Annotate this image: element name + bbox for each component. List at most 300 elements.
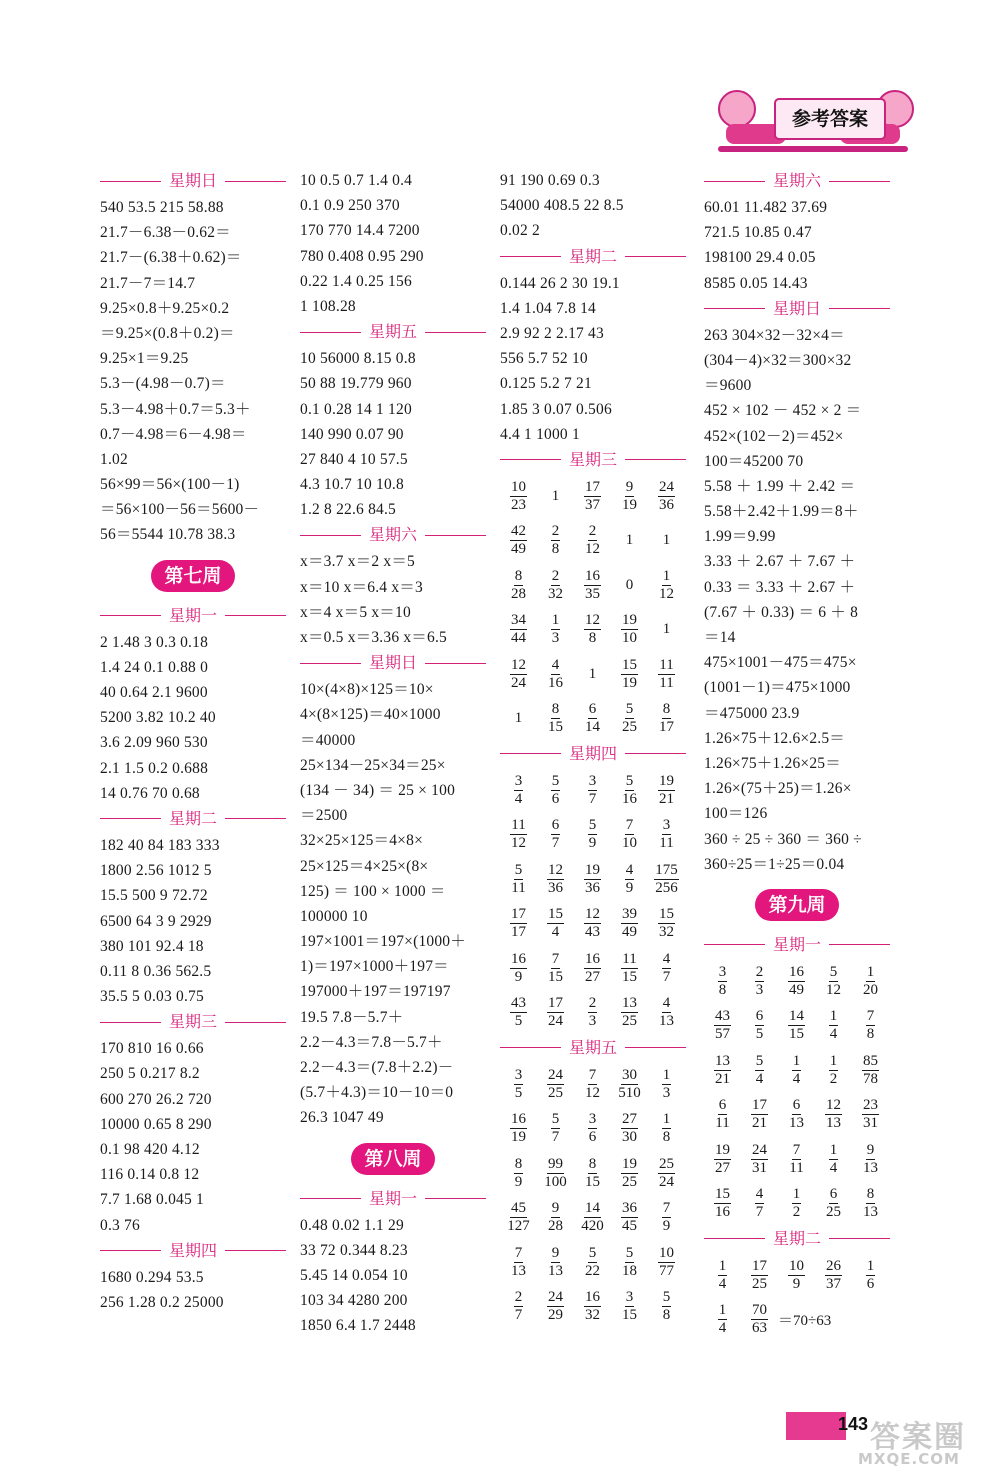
fraction — [574, 817, 611, 852]
fraction-numerator: 5 — [588, 1244, 597, 1261]
answer-line: 452×(102－2)＝452× — [704, 427, 844, 445]
fraction — [611, 951, 648, 986]
fraction-numerator: 12 — [511, 656, 526, 673]
fraction-numerator: 1 — [866, 1257, 875, 1274]
answer-line: 103 34 4280 200 — [300, 1292, 408, 1310]
fraction-denominator: 25 — [826, 1204, 841, 1221]
fraction — [537, 1245, 574, 1280]
fraction-numerator: 8 — [551, 701, 560, 718]
fraction-numerator: 4 — [662, 995, 671, 1012]
fraction-denominator: 28 — [511, 585, 526, 602]
fraction-denominator: 15 — [585, 1173, 600, 1190]
whole-number: 1 — [514, 710, 523, 727]
fraction-denominator: 100 — [544, 1173, 567, 1190]
answer-line: 2.2－4.3＝(7.8＋2.2)－ — [300, 1059, 454, 1076]
fraction — [704, 1258, 741, 1293]
fraction-denominator: 6 — [866, 1275, 875, 1292]
fraction-row — [500, 857, 686, 902]
fraction — [500, 612, 537, 647]
fraction-denominator: 16 — [715, 1204, 730, 1221]
fraction — [611, 1200, 648, 1235]
fraction — [648, 862, 685, 897]
fraction-numerator: 5 — [662, 1289, 671, 1306]
answer-line: 4×(8×125)＝40×1000 — [300, 706, 441, 724]
fraction-denominator: 9 — [514, 968, 523, 985]
fraction-row — [500, 652, 686, 697]
answer-line: 780 0.408 0.95 290 — [300, 247, 424, 265]
answer-line: 40 0.64 2.1 9600 — [100, 684, 208, 701]
fraction — [611, 1067, 648, 1102]
fraction — [500, 1111, 537, 1146]
fraction-denominator: 22 — [585, 1262, 600, 1279]
fraction-denominator: 9 — [625, 879, 634, 896]
answer-line: 3.33 ＋ 2.67 ＋ 7.67 ＋ — [704, 553, 856, 571]
fraction — [537, 1289, 574, 1324]
fraction-row — [500, 1240, 686, 1285]
fraction-denominator: 5 — [514, 1084, 523, 1101]
fraction-numerator: 5 — [625, 1244, 634, 1261]
fraction-numerator: 5 — [551, 1111, 560, 1128]
fraction-denominator: 13 — [863, 1204, 878, 1221]
fraction — [574, 1067, 611, 1102]
fraction-numerator: 3 — [718, 963, 727, 980]
fraction-row — [500, 563, 686, 608]
answer-line: 1)＝197×1000＋197＝ — [300, 958, 449, 976]
answer-line: 2.1 1.5 0.2 0.688 — [100, 759, 209, 777]
fraction-denominator: 13 — [659, 1013, 674, 1030]
whole-number: 1 — [662, 621, 671, 638]
fraction-denominator: 30 — [622, 1129, 637, 1146]
answer-column-2 — [300, 168, 486, 1339]
fraction — [500, 951, 537, 986]
fraction-numerator: 175 — [655, 861, 678, 878]
answer-line: 56×99＝56×(100－1) — [100, 476, 240, 494]
fraction-row — [500, 518, 686, 563]
whole-number: 1 — [551, 487, 560, 504]
fraction-denominator: 25 — [622, 719, 637, 736]
fraction — [500, 906, 537, 941]
fraction — [500, 995, 537, 1030]
fraction — [574, 862, 611, 897]
fraction-numerator: 14 — [789, 1008, 804, 1025]
answer-line: x＝4 x＝5 x＝10 — [300, 603, 411, 621]
fraction-row — [500, 901, 686, 946]
answer-line: 556 5.7 52 10 — [500, 350, 588, 368]
fraction-numerator: 7 — [551, 950, 560, 967]
fraction-numerator: 12 — [826, 1097, 841, 1114]
fraction-numerator: 1 — [866, 963, 875, 980]
fraction-denominator: 28 — [548, 1218, 563, 1235]
answer-line: 0.1 0.28 14 1 120 — [300, 400, 412, 418]
answer-line: 1800 2.56 1012 5 — [100, 862, 212, 880]
fraction-denominator: 11 — [659, 835, 674, 852]
fraction-numerator: 5 — [588, 817, 597, 834]
fraction — [815, 1142, 852, 1177]
fraction-numerator: 2 — [551, 523, 560, 540]
fraction — [704, 1142, 741, 1177]
answer-line: 27 840 4 10 57.5 — [300, 450, 408, 468]
fraction-numerator: 2 — [755, 963, 764, 980]
fraction-numerator: 6 — [588, 701, 597, 718]
fraction — [574, 1289, 611, 1324]
fraction-denominator: 3 — [551, 630, 560, 647]
answer-line: (134 － 34) ＝ 25 × 100 — [300, 781, 456, 799]
answer-line: 1680 0.294 53.5 — [100, 1268, 204, 1286]
fraction — [648, 1200, 685, 1235]
answer-line: ＝9.25×(0.8＋0.2)＝ — [100, 324, 235, 342]
fraction — [648, 951, 685, 986]
fraction-denominator: 9 — [662, 1218, 671, 1235]
fraction-numerator: 2 — [588, 523, 597, 540]
fraction-denominator: 7 — [588, 790, 597, 807]
fraction-row — [704, 959, 890, 1004]
fraction-numerator: 6 — [551, 817, 560, 834]
answer-line: 1.26×75＋1.26×25＝ — [704, 754, 841, 772]
fraction — [500, 657, 537, 692]
fraction-denominator: 7 — [551, 1129, 560, 1146]
fraction — [500, 1156, 537, 1191]
fraction-numerator: 3 — [662, 817, 671, 834]
answer-line: 5.45 14 0.054 10 — [300, 1266, 408, 1284]
page-number: 143 — [838, 1414, 869, 1434]
answer-line: 26.3 1047 49 — [300, 1109, 384, 1127]
week-badge: 第七周 — [151, 560, 235, 592]
fraction-numerator: 4 — [755, 1186, 764, 1203]
answer-line: 360÷25＝1÷25＝0.04 — [704, 855, 845, 873]
fraction-denominator: 45 — [622, 1218, 637, 1235]
day-heading: 星期一 — [300, 1189, 486, 1209]
fraction-denominator: 21 — [715, 1070, 730, 1087]
fraction-numerator: 12 — [585, 612, 600, 629]
fraction — [537, 1200, 574, 1235]
fraction-denominator: 36 — [585, 879, 600, 896]
fraction-numerator: 5 — [829, 963, 838, 980]
fraction-numerator: 5 — [514, 861, 523, 878]
fraction — [611, 1156, 648, 1191]
watermark-logo: 答案圈 — [870, 1420, 966, 1455]
answer-line: 10×(4×8)×125＝10× — [300, 681, 434, 699]
answer-line: 4.4 1 1000 1 — [500, 425, 580, 443]
fraction — [815, 1258, 852, 1293]
fraction — [537, 1156, 574, 1191]
fraction — [537, 995, 574, 1030]
fraction — [500, 568, 537, 603]
page-title: 参考答案 — [774, 98, 886, 140]
fraction-numerator: 15 — [622, 656, 637, 673]
answer-line: 1.2 8 22.6 84.5 — [300, 501, 396, 519]
fraction — [741, 964, 778, 999]
fraction-row — [500, 768, 686, 813]
day-heading: 星期三 — [100, 1012, 286, 1032]
answer-line: 170 810 16 0.66 — [100, 1040, 204, 1058]
answer-line: 721.5 10.85 0.47 — [704, 224, 812, 242]
fraction — [574, 1200, 611, 1235]
fraction-numerator: 19 — [715, 1141, 730, 1158]
fraction-numerator: 8 — [514, 567, 523, 584]
fraction-numerator: 9 — [625, 478, 634, 495]
fraction-denominator: 127 — [507, 1218, 530, 1235]
fraction — [537, 906, 574, 941]
fraction-denominator: 15 — [622, 968, 637, 985]
answer-line: 0.125 5.2 7 21 — [500, 375, 592, 393]
fraction-denominator: 4 — [514, 790, 523, 807]
fraction-numerator: 16 — [585, 1289, 600, 1306]
fraction — [648, 657, 685, 692]
fraction — [852, 1053, 889, 1088]
fraction-denominator: 2 — [829, 1070, 838, 1087]
answer-line: 170 770 14.4 7200 — [300, 222, 420, 240]
fraction-denominator: 4 — [755, 1070, 764, 1087]
fraction-denominator: 24 — [511, 674, 526, 691]
whole-number: 1 — [662, 532, 671, 549]
fraction-numerator: 1 — [829, 1008, 838, 1025]
fraction — [778, 1097, 815, 1132]
fraction-denominator: 63 — [752, 1320, 767, 1337]
answer-line: 1.4 24 0.1 0.88 0 — [100, 658, 209, 676]
fraction — [704, 1302, 741, 1337]
fraction — [611, 862, 648, 897]
fraction-denominator: 7 — [551, 835, 560, 852]
fraction-numerator: 3 — [625, 1289, 634, 1306]
fraction-denominator: 9 — [588, 835, 597, 852]
fraction-numerator: 16 — [585, 950, 600, 967]
answer-line: 33 72 0.344 8.23 — [300, 1241, 408, 1259]
fraction — [611, 1289, 648, 1324]
day-heading: 星期五 — [300, 322, 486, 342]
day-heading: 星期日 — [100, 171, 286, 191]
fraction-numerator: 85 — [863, 1052, 878, 1069]
fraction-denominator: 15 — [789, 1026, 804, 1043]
fraction — [648, 701, 685, 736]
fraction — [852, 964, 889, 999]
fraction-numerator: 17 — [585, 478, 600, 495]
fraction — [778, 1186, 815, 1221]
answer-line: 60.01 11.482 37.69 — [704, 199, 828, 216]
fraction-numerator: 24 — [659, 478, 674, 495]
fraction-denominator: 4 — [829, 1159, 838, 1176]
day-heading: 星期二 — [704, 1229, 890, 1249]
fraction — [500, 1067, 537, 1102]
fraction-denominator: 21 — [752, 1115, 767, 1132]
answer-line: 21.7－6.38－0.62＝ — [100, 224, 231, 242]
fraction-numerator: 5 — [755, 1052, 764, 1069]
fraction — [704, 1186, 741, 1221]
answer-line: 1850 6.4 1.7 2448 — [300, 1317, 416, 1335]
answer-line: ＝2500 — [300, 807, 348, 825]
fraction-numerator: 1 — [829, 1052, 838, 1069]
fraction-numerator: 39 — [622, 906, 637, 923]
answer-line: 3.6 2.09 960 530 — [100, 734, 208, 752]
answer-line: 256 1.28 0.2 25000 — [100, 1293, 224, 1311]
week-badge: 第八周 — [351, 1143, 435, 1175]
fraction-numerator: 8 — [866, 1186, 875, 1203]
fraction — [741, 1053, 778, 1088]
fraction-denominator: 32 — [659, 924, 674, 941]
fraction-row — [704, 1181, 890, 1226]
fraction — [648, 568, 685, 603]
fraction — [500, 1289, 537, 1324]
fraction-denominator: 15 — [548, 719, 563, 736]
fraction — [574, 906, 611, 941]
fraction — [500, 1200, 537, 1235]
fraction-denominator: 12 — [826, 981, 841, 998]
answer-line: 15.5 500 9 72.72 — [100, 887, 208, 905]
fraction — [778, 964, 815, 999]
fraction-denominator: 11 — [511, 879, 526, 896]
fraction-numerator: 27 — [622, 1111, 637, 1128]
fraction-row — [500, 1151, 686, 1196]
fraction-numerator: 16 — [511, 1111, 526, 1128]
fraction-denominator: 14 — [585, 719, 600, 736]
fraction-denominator: 9 — [792, 1275, 801, 1292]
fraction-numerator: 5 — [625, 701, 634, 718]
fraction — [815, 1186, 852, 1221]
fraction-denominator: 49 — [789, 981, 804, 998]
answer-line: 25×125＝4×25×(8× — [300, 857, 429, 875]
fraction-numerator: 19 — [622, 1155, 637, 1172]
answer-line: 250 5 0.217 8.2 — [100, 1065, 200, 1083]
fraction-numerator: 13 — [622, 995, 637, 1012]
fraction — [611, 906, 648, 941]
watermark-url: MXQE.COM — [858, 1450, 960, 1468]
fraction — [537, 523, 574, 558]
fraction-denominator: 11 — [715, 1115, 730, 1132]
answer-line: ＝9600 — [704, 377, 752, 395]
fraction-denominator: 17 — [511, 924, 526, 941]
answer-line: x＝3.7 x＝2 x＝5 — [300, 553, 415, 571]
fraction-numerator: 45 — [511, 1200, 526, 1217]
fraction — [500, 862, 537, 897]
fraction — [611, 612, 648, 647]
fraction-denominator: 25 — [548, 1084, 563, 1101]
fraction — [574, 568, 611, 603]
fraction-numerator: 4 — [551, 656, 560, 673]
fraction — [574, 479, 611, 514]
answer-line: 0.33 ＝ 3.33 ＋ 2.67 ＋ — [704, 578, 856, 596]
fraction-row — [500, 1284, 686, 1329]
answer-line: 4.3 10.7 10 10.8 — [300, 476, 404, 494]
fraction-numerator: 70 — [752, 1302, 767, 1319]
fraction-numerator: 1 — [718, 1302, 727, 1319]
week-badge: 第九周 — [755, 889, 839, 921]
fraction-numerator: 6 — [718, 1097, 727, 1114]
fraction-denominator: 43 — [585, 924, 600, 941]
answer-line: 9.25×0.8＋9.25×0.2 — [100, 299, 230, 317]
fraction-numerator: 16 — [585, 567, 600, 584]
fraction-numerator: 3 — [514, 772, 523, 789]
fraction-numerator: 1 — [792, 1186, 801, 1203]
fraction-numerator: 9 — [551, 1244, 560, 1261]
fraction-numerator: 24 — [548, 1289, 563, 1306]
fraction-denominator: 57 — [715, 1026, 730, 1043]
cartoon-kid-left — [718, 90, 756, 128]
fraction-denominator: 32 — [585, 1307, 600, 1324]
whole-number: 1 — [625, 532, 634, 549]
answer-line: 0.02 2 — [500, 222, 540, 240]
answer-line: 197000＋197＝197197 — [300, 983, 451, 1001]
fraction — [611, 701, 648, 736]
fraction — [648, 479, 685, 514]
fraction-numerator: 10 — [511, 478, 526, 495]
fraction — [704, 1008, 741, 1043]
answer-line: 54000 408.5 22 8.5 — [500, 197, 624, 215]
fraction-row — [500, 812, 686, 857]
answer-line: x＝0.5 x＝3.36 x＝6.5 — [300, 629, 447, 646]
fraction-denominator: 44 — [511, 630, 526, 647]
fraction-denominator: 4 — [718, 1320, 727, 1337]
answer-line: ＝14 — [704, 629, 736, 646]
fraction-denominator: 37 — [826, 1275, 841, 1292]
fraction-row — [500, 1062, 686, 1107]
fraction — [574, 773, 611, 808]
fraction-row — [500, 1195, 686, 1240]
fraction-numerator: 7 — [625, 817, 634, 834]
fraction-numerator: 3 — [588, 772, 597, 789]
fraction-denominator: 8 — [718, 981, 727, 998]
answer-line: 5.3－(4.98－0.7)＝ — [100, 375, 226, 393]
fraction — [537, 657, 574, 692]
fraction-denominator: 3 — [588, 1013, 597, 1030]
answer-line: 380 101 92.4 18 — [100, 937, 204, 955]
fraction — [537, 612, 574, 647]
fraction-denominator: 15 — [548, 968, 563, 985]
fraction-numerator: 3 — [514, 1066, 523, 1083]
answer-line: (5.7＋4.3)＝10－10＝0 — [300, 1084, 454, 1102]
fraction-denominator: 13 — [826, 1115, 841, 1132]
fraction — [815, 964, 852, 999]
answer-line: 1.85 3 0.07 0.506 — [500, 400, 612, 418]
fraction-denominator: 21 — [659, 790, 674, 807]
fraction — [611, 479, 648, 514]
fraction-denominator: 27 — [585, 968, 600, 985]
fraction-denominator: 24 — [659, 1173, 674, 1190]
answer-line: 2 1.48 3 0.3 0.18 — [100, 633, 209, 651]
fraction — [778, 1008, 815, 1043]
answer-line: 1.26×(75＋25)＝1.26× — [704, 780, 852, 798]
day-heading: 星期二 — [500, 247, 686, 267]
fraction-denominator: 10 — [622, 630, 637, 647]
fraction — [852, 1097, 889, 1132]
answer-line: 5.3－4.98＋0.7＝5.3＋ — [100, 400, 251, 418]
answer-line: 198100 29.4 0.05 — [704, 249, 816, 267]
fraction-denominator: 24 — [548, 1013, 563, 1030]
fraction-numerator: 1 — [662, 567, 671, 584]
fraction-denominator: 78 — [863, 1070, 878, 1087]
fraction — [815, 1097, 852, 1132]
fraction-numerator: 1 — [662, 1111, 671, 1128]
fraction-numerator: 16 — [511, 950, 526, 967]
fraction-denominator: 11 — [659, 674, 674, 691]
fraction — [648, 1156, 685, 1191]
fraction-denominator: 2 — [792, 1204, 801, 1221]
fraction-numerator: 1 — [551, 612, 560, 629]
fraction-denominator: 12 — [585, 541, 600, 558]
answer-line: 19.5 7.8－5.7＋ — [300, 1008, 404, 1026]
fraction — [852, 1186, 889, 1221]
answer-line: 32×25×125＝4×8× — [300, 832, 424, 850]
fraction — [648, 995, 685, 1030]
page-number-tab — [786, 1412, 846, 1440]
fraction-denominator: 12 — [585, 1084, 600, 1101]
fraction-denominator: 15 — [622, 1307, 637, 1324]
whole-number: 1 — [588, 665, 597, 682]
fraction-numerator: 15 — [659, 906, 674, 923]
fraction-denominator: 31 — [863, 1115, 878, 1132]
answer-line: 2.2－4.3＝7.8－5.7＋ — [300, 1033, 443, 1051]
fraction-numerator: 7 — [866, 1008, 875, 1025]
fraction-numerator: 15 — [715, 1186, 730, 1203]
fraction — [574, 523, 611, 558]
